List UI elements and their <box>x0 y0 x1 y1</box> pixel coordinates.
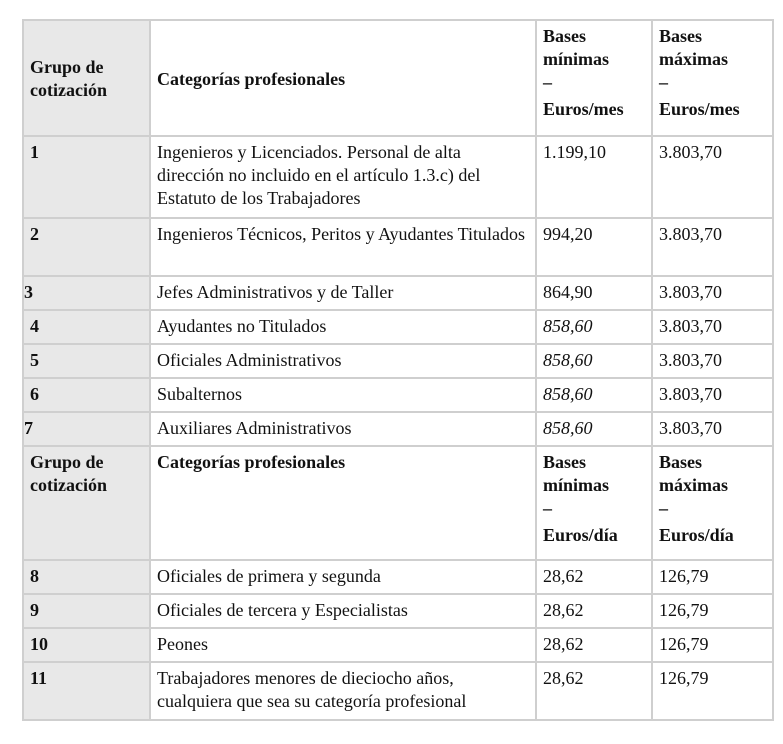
categoria-cell <box>150 628 536 662</box>
base-max-value: 126,79 <box>659 566 709 586</box>
grupo-number: 3 <box>24 282 33 302</box>
categoria-text: Subalternos <box>157 384 242 404</box>
base-min-value: 28,62 <box>543 634 584 654</box>
grupo-number: 6 <box>30 384 39 404</box>
table-row <box>23 628 773 662</box>
grupo-number: 10 <box>30 634 48 654</box>
header-bases-max-unit: Euros/mes <box>659 99 740 119</box>
categoria-cell <box>150 662 536 720</box>
base-min-value: 28,62 <box>543 668 584 688</box>
table-row <box>23 218 773 276</box>
base-max-value: 3.803,70 <box>659 384 722 404</box>
grupo-number: 7 <box>24 418 33 438</box>
base-max-value: 3.803,70 <box>659 142 722 162</box>
base-min-cell <box>536 378 652 412</box>
base-min-value: 864,90 <box>543 282 593 302</box>
categoria-text: Peones <box>157 634 208 654</box>
base-min-cell <box>536 344 652 378</box>
header-categorias <box>150 20 536 136</box>
table-row <box>23 412 773 446</box>
cotizacion-table <box>22 19 774 721</box>
header-grupo <box>23 446 150 560</box>
base-max-cell <box>652 218 773 276</box>
categoria-cell <box>150 560 536 594</box>
categoria-text: Oficiales Administrativos <box>157 350 342 370</box>
header-bases-min-label: Bases mínimas <box>543 452 610 495</box>
base-min-value: 28,62 <box>543 566 584 586</box>
table-header-dia <box>23 446 773 560</box>
grupo-number: 1 <box>30 142 39 162</box>
grupo-cell <box>23 344 150 378</box>
grupo-number: 8 <box>30 566 39 586</box>
base-max-cell <box>652 412 773 446</box>
table-row <box>23 136 773 218</box>
table-row <box>23 310 773 344</box>
header-grupo <box>23 20 150 136</box>
header-bases-max <box>652 446 773 560</box>
base-min-value: 1.199,10 <box>543 142 606 162</box>
base-max-cell <box>652 310 773 344</box>
categoria-text: Oficiales de primera y segunda <box>157 566 381 586</box>
base-min-value: 858,60 <box>543 350 593 370</box>
grupo-cell <box>23 662 150 720</box>
base-max-cell <box>652 594 773 628</box>
base-max-cell <box>652 628 773 662</box>
header-categorias <box>150 446 536 560</box>
base-max-value: 3.803,70 <box>659 316 722 336</box>
grupo-cell <box>23 136 150 218</box>
header-categorias-label: Categorías profesionales <box>157 452 346 472</box>
base-min-value: 994,20 <box>543 224 593 244</box>
base-max-value: 126,79 <box>659 634 709 654</box>
base-min-cell <box>536 412 652 446</box>
header-bases-min-unit: Euros/mes <box>543 99 624 119</box>
base-min-cell <box>536 628 652 662</box>
base-max-cell <box>652 378 773 412</box>
header-bases-max-unit: Euros/día <box>659 525 734 545</box>
base-min-value: 858,60 <box>543 418 593 438</box>
header-bases-min-dash: – <box>543 498 552 518</box>
categoria-text: Trabajadores menores de dieciocho años, cualquiera que sea su categoría profesional <box>157 668 467 711</box>
grupo-cell <box>23 628 150 662</box>
base-min-value: 858,60 <box>543 316 593 336</box>
table-row <box>23 560 773 594</box>
base-max-cell <box>652 662 773 720</box>
base-max-value: 126,79 <box>659 668 709 688</box>
categoria-cell <box>150 344 536 378</box>
table-row <box>23 276 773 310</box>
header-bases-min <box>536 446 652 560</box>
base-max-cell <box>652 344 773 378</box>
base-min-cell <box>536 310 652 344</box>
categoria-cell <box>150 594 536 628</box>
grupo-cell <box>23 378 150 412</box>
base-min-cell <box>536 662 652 720</box>
base-max-cell <box>652 276 773 310</box>
table-header-mes <box>23 20 773 136</box>
base-min-cell <box>536 560 652 594</box>
header-bases-max-label: Bases máximas <box>659 26 728 69</box>
header-bases-max-dash: – <box>659 498 668 518</box>
header-bases-min-label: Bases mínimas <box>543 26 610 69</box>
table-row <box>23 594 773 628</box>
grupo-cell <box>23 594 150 628</box>
categoria-text: Ingenieros y Licenciados. Personal de alta dirección no incluido en el artículo 1.3.c) del Estatuto de los Trabajadores <box>157 142 481 208</box>
header-bases-min-dash: – <box>543 72 552 92</box>
categoria-cell <box>150 378 536 412</box>
categoria-text: Auxiliares Administrativos <box>157 418 352 438</box>
grupo-cell <box>23 560 150 594</box>
categoria-text: Ayudantes no Titulados <box>157 316 327 336</box>
categoria-text: Ingenieros Técnicos, Peritos y Ayudantes Titulados <box>157 224 525 244</box>
base-max-value: 3.803,70 <box>659 350 722 370</box>
table-row <box>23 344 773 378</box>
table-row <box>23 378 773 412</box>
categoria-cell <box>150 136 536 218</box>
base-min-cell <box>536 218 652 276</box>
grupo-number: 5 <box>30 350 39 370</box>
grupo-cell <box>23 276 150 310</box>
grupo-cell <box>23 218 150 276</box>
categoria-cell <box>150 310 536 344</box>
base-min-value: 858,60 <box>543 384 593 404</box>
grupo-number: 11 <box>30 668 48 688</box>
grupo-cell <box>23 412 150 446</box>
base-min-cell <box>536 136 652 218</box>
header-bases-max <box>652 20 773 136</box>
base-max-value: 3.803,70 <box>659 282 722 302</box>
base-min-cell <box>536 276 652 310</box>
base-max-cell <box>652 560 773 594</box>
header-bases-min-unit: Euros/día <box>543 525 618 545</box>
base-max-value: 3.803,70 <box>659 224 722 244</box>
categoria-cell <box>150 412 536 446</box>
base-min-value: 28,62 <box>543 600 584 620</box>
base-max-value: 3.803,70 <box>659 418 722 438</box>
header-grupo-label: Grupo de cotización <box>30 57 107 100</box>
categoria-cell <box>150 276 536 310</box>
header-bases-max-label: Bases máximas <box>659 452 728 495</box>
header-categorias-label: Categorías profesionales <box>157 68 346 89</box>
base-min-cell <box>536 594 652 628</box>
categoria-cell <box>150 218 536 276</box>
header-bases-max-dash: – <box>659 72 668 92</box>
grupo-cell <box>23 310 150 344</box>
grupo-number: 9 <box>30 600 39 620</box>
categoria-text: Oficiales de tercera y Especialistas <box>157 600 408 620</box>
grupo-number: 4 <box>30 316 39 336</box>
grupo-number: 2 <box>30 224 39 244</box>
base-max-cell <box>652 136 773 218</box>
header-bases-min <box>536 20 652 136</box>
categoria-text: Jefes Administrativos y de Taller <box>157 282 394 302</box>
header-grupo-label: Grupo de cotización <box>30 452 107 495</box>
base-max-value: 126,79 <box>659 600 709 620</box>
table-row <box>23 662 773 720</box>
